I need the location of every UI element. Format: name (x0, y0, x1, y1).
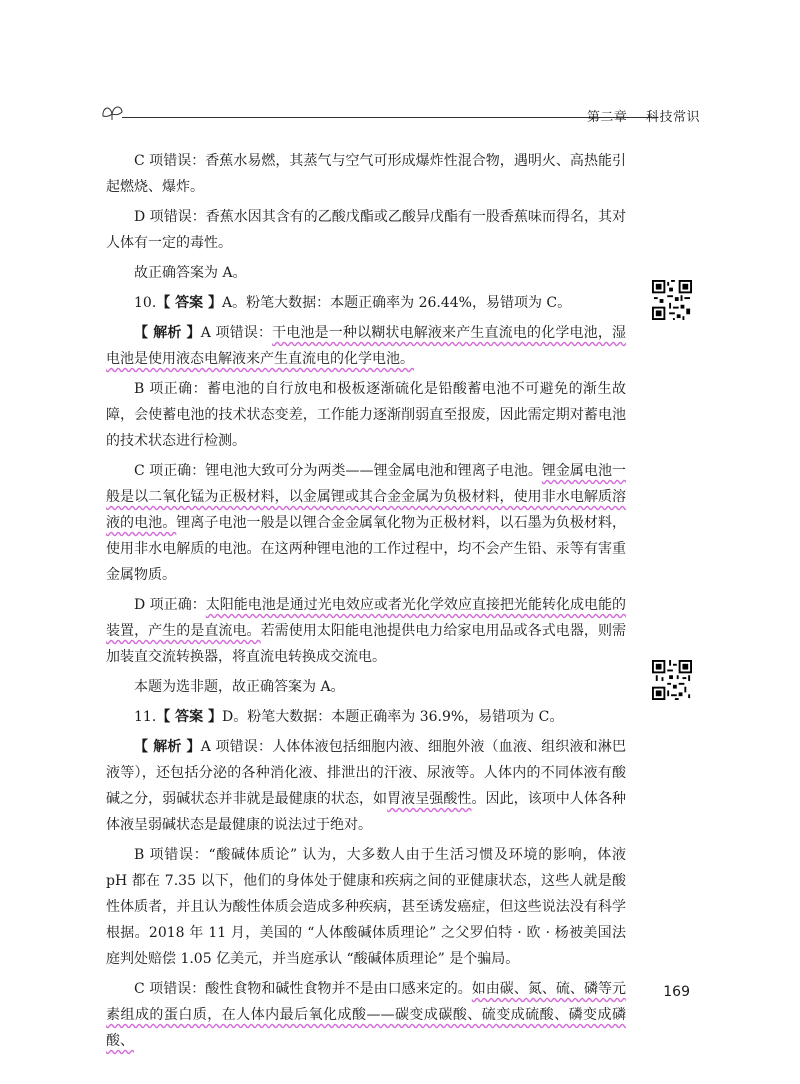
paragraph-text: 若需使用太阳能电池提供电力给家电用品或各式电器，则需加装直交流转换器，将直流电转换成交流电。 (106, 623, 627, 665)
paragraph-q10-d (106, 592, 626, 670)
header-rule (122, 117, 658, 118)
paragraph-q10-analysis-a (106, 320, 626, 372)
paragraph-q10-b (106, 376, 626, 454)
paragraph-text: D。粉笔大数据：本题正确率为 36.9%，易错项为 C。 (222, 709, 564, 725)
highlighted-text: 太阳能电池是通过光电效应或者光化学效应直接把光能转化成电能的装置，产生的是直流电。 (106, 597, 626, 639)
header-title (587, 106, 700, 125)
paragraph-q11-answer (106, 704, 626, 730)
paragraph-q10-c (106, 458, 626, 588)
paragraph-q10-answer (106, 290, 626, 316)
paragraph-text: D 项错误：香蕉水因其含有的乙酸戊酯或乙酸异戊酯有一股香蕉味而得名，其对人体有一定的毒性。 (106, 209, 626, 251)
paragraph-text: A 项错误：人体体液包括细胞内液、细胞外液（血液、组织液和淋巴液等），还包括分泌的各种消化液、排泄出的汗液、尿液等。人体内的不同体液有酸碱之分，弱碱状态并非就是最健康的状态，如 (106, 739, 627, 807)
paragraph-text: A 项错误： (200, 325, 273, 341)
analysis-tag: 【 解析 】 (134, 739, 201, 755)
section-label: 科技常识 (645, 110, 700, 125)
leaf-icon (100, 100, 126, 122)
paragraph-text: B 项错误：“酸碱体质论” 认为，大多数人由于生活习惯及环境的影响，体液 pH 都在 7.35 以下，他们的身体处于健康和疾病之间的亚健康状态，这些人就是酸性体质者，并且认为酸性体质会造成多种疾病，甚至诱发癌症，但这些说法没有科学根据。2018 年 11 月，美国的 “人体酸碱体质理论” 之父罗伯特 · 欧 · 杨被美国法庭判处赔偿 1.05 亿美元，并当庭承认 “酸碱体质理论” 是个骗局。 (106, 847, 626, 967)
paragraph-text: C 项正确：锂电池大致可分为两类——锂金属电池和锂离子电池。 (134, 463, 542, 479)
paragraph-answer-9 (106, 260, 626, 286)
paragraph-text: A。粉笔大数据：本题正确率为 26.44%，易错项为 C。 (222, 295, 572, 311)
paragraph-text: 本题为选非题，故正确答案为 A。 (134, 679, 345, 695)
answer-tag: 【 答案 】 (156, 709, 223, 725)
highlighted-text: 锂金属电池一般是以二氧化锰为正极材料，以金属锂或其合金金属为负极材料，使用非水电解质溶液的电池。 (106, 463, 627, 531)
paragraph-text: C 项错误：香蕉水易燃，其蒸气与空气可形成爆炸性混合物，遇明火、高热能引起燃烧、爆炸。 (106, 153, 626, 195)
paragraph-text: D 项正确： (134, 597, 206, 613)
paragraph-text: B 项正确：蓄电池的自行放电和极板逐渐硫化是铅酸蓄电池不可避免的渐生故障，会使蓄电池的技术状态变差，工作能力逐渐削弱直至报废，因此需定期对蓄电池的技术状态进行检测。 (106, 381, 626, 449)
highlighted-text: 胃液呈强酸性 (387, 791, 472, 807)
paragraph-text: 锂离子电池一般是以锂合金金属氧化物为正极材料，以石墨为负极材料，使用非水电解质的电池。在这两种锂电池的工作过程中，均不会产生铅、汞等有害重金属物质。 (106, 515, 627, 583)
highlighted-text: 如由碳、氮、硫、磷等元素组成的蛋白质，在人体内最后氧化成酸——碳变成碳酸、硫变成硫酸、磷变成磷酸、 (106, 981, 626, 1049)
paragraph-q11-b (106, 842, 626, 972)
paragraph-q11-analysis-a (106, 734, 626, 838)
qr-code-icon[interactable] (652, 280, 692, 320)
paragraph-q11-c (106, 976, 626, 1054)
paragraph-text: 故正确答案为 A。 (134, 265, 247, 281)
paragraph-c-banana-1 (106, 148, 626, 200)
chapter-label: 第二章 (586, 110, 628, 125)
question-number: 10. (134, 295, 157, 311)
paragraph-text: 。因此，该项中人体各种体液呈弱碱状态是最健康的说法过于绝对。 (106, 791, 627, 833)
page-header (100, 100, 700, 128)
page-number: 169 (663, 984, 690, 1000)
paragraph-text: C 项错误：酸性食物和碱性食物并不是由口感来定的。 (134, 981, 472, 997)
page-content (106, 148, 626, 1058)
qr-code-icon[interactable] (652, 660, 692, 700)
paragraph-q10-conclusion (106, 674, 626, 700)
analysis-tag: 【 解析 】 (134, 325, 201, 341)
question-number: 11. (134, 709, 157, 725)
highlighted-text: 干电池是一种以糊状电解液来产生直流电的化学电池，湿电池是使用液态电解液来产生直流电的化学电池。 (106, 325, 627, 367)
paragraph-d-banana (106, 204, 626, 256)
answer-tag: 【 答案 】 (156, 295, 223, 311)
